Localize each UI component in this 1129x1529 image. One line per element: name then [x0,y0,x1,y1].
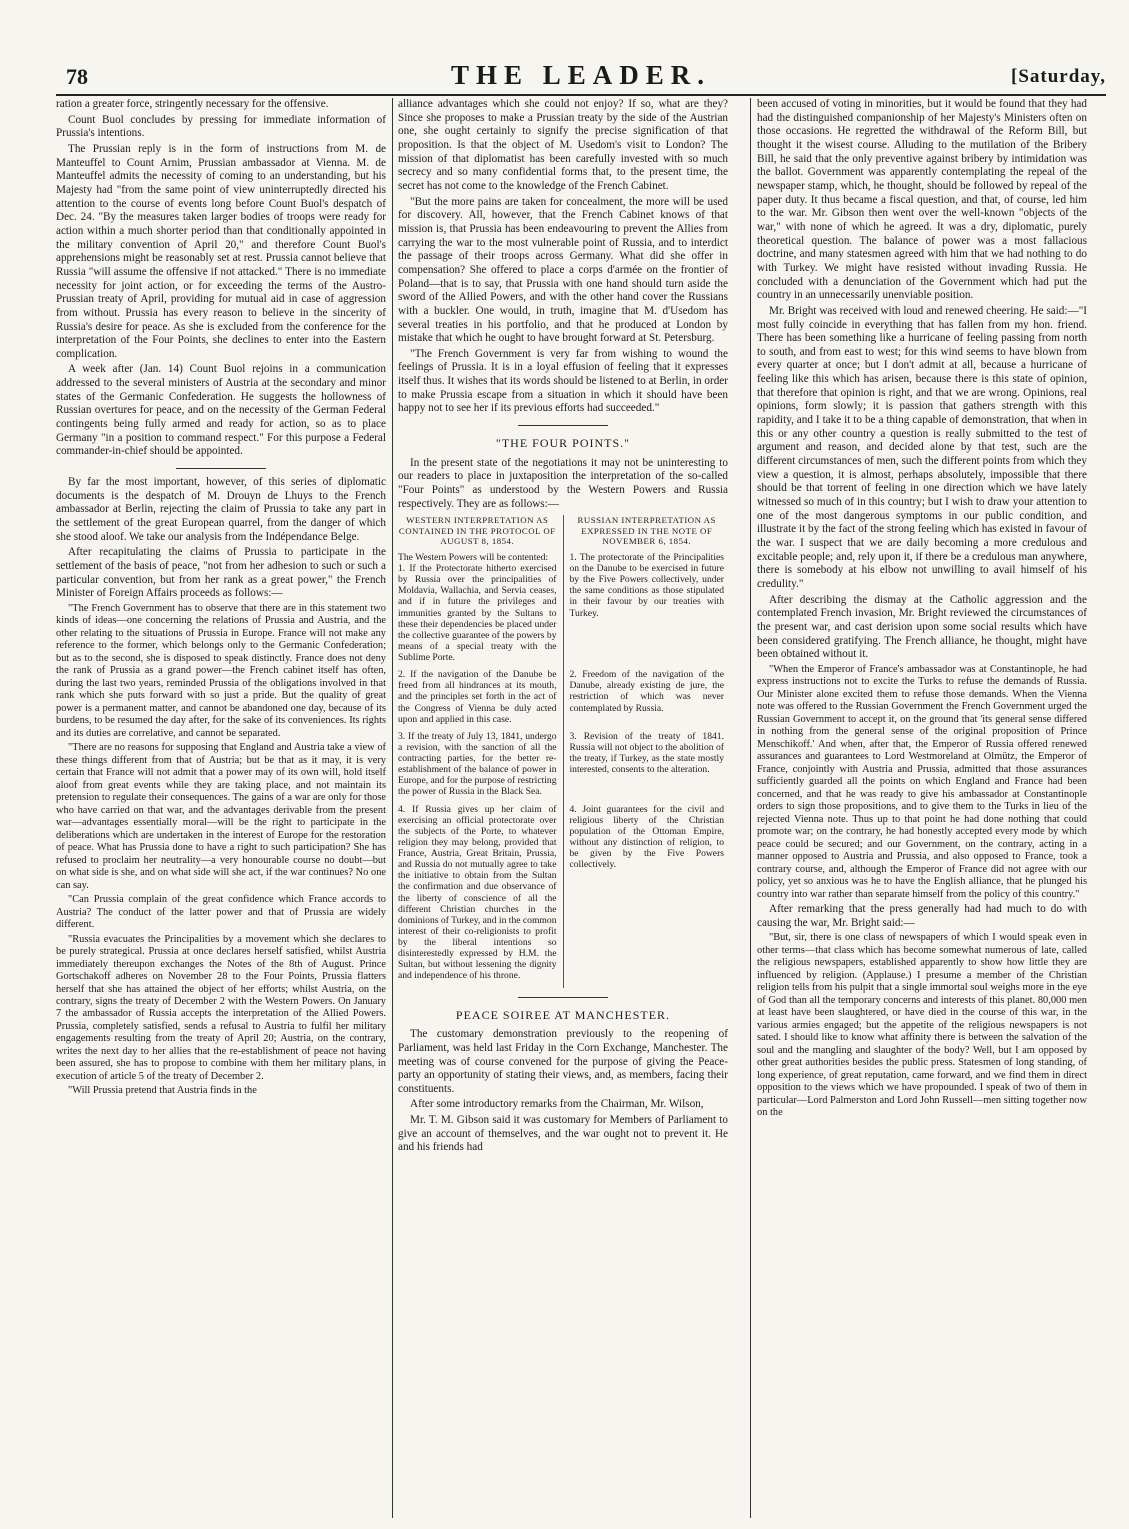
paragraph: After recapitulating the claims of Prussia to participate in the settlement of the basis of peace, "not from her adhesion to such or such a particular convention, but from her rank as a great power," the French Minister of Foreign Affairs proceeds as follows:— [56,546,386,600]
table-header-russian: RUSSIAN INTERPRETATION AS EXPRESSED IN THE NOTE OF NOVEMBER 6, 1854. [577,515,716,546]
table-cell [398,552,563,669]
column-rule [392,98,393,1518]
column-left [56,98,386,1518]
paragraph: By far the most important, however, of this series of diplomatic documents is the despatch of M. Drouyn de Lhuys to the French ambassador at Berlin, rejecting the claim of Prussia to take any part in the settlement of the great European quarrel, from the danger of which she stood aloof. We take our analysis from the Indépendance Belge. [56,476,386,543]
column-rule [750,98,751,1518]
section-divider [518,425,608,426]
section-title-peace-soiree: PEACE SOIREE AT MANCHESTER. [455,1007,671,1022]
russian-point-1: 1. The protectorate of the Principalities on the Danube to be exercised in future by the Five Powers collectively, under the same conditions as those stipulated in their favour by our treaties with Turkey. [569,551,724,619]
russian-point-4: 4. Joint guarantees for the civil and religious liberty of the Christian population of the Ottoman Empire, without any distinction of religion, to be given by the Five Powers collectively. [569,803,724,871]
paragraph: "The French Government is very far from wishing to wound the feelings of Prussia. It is in a loyal effusion of feeling that it expresses itself thus. It wishes that its words should be listened to at Berlin, in order to make Prussia escape from a situation in which it should have been happy not to see her if its previous efforts had succeeded." [398,347,728,415]
quoted-paragraph: "Russia evacuates the Principalities by a movement which she declares to be purely strategical. Prussia at once declares herself satisfied, whilst Austria immediately thereupon exchanges the Notes of the 8th of August. Prince Gortschakoff adheres on November 28 to the Four Points, Prussia flatters herself that she has attained the object of her efforts; whilst Austria, on the contrary, signs the treaty of December 2 with the Western Powers. On January 7 the ambassador of Russia accepts the interpretation of the Allied Powers. Prussia, completely satisfied, sends a refusal to Austria to fulfil her military engagements resulting from the treaty of April 20; Austria, on the contrary, writes the next day to her allies that the re-establishment of peace not having been assured, she has to propose to combine with them her military plans, in execution of article 5 of the treaty of December 2. [56,933,386,1082]
table-header-row [398,515,728,552]
paragraph: The customary demonstration previously to the reopening of Parliament, was held last Friday in the Corn Exchange, Manchester. The meeting was of course convened for the purpose of giving the Peace-party an opportunity of stating their views, and, as members, facing their constituents. [398,1028,728,1095]
western-point-3: 3. If the treaty of July 13, 1841, undergo a revision, with the sanction of all the contracting parties, for the better re-establishment of the balance of power in Europe, and for the purpose of restricting the power of Russia in the Black Sea. [398,731,563,804]
quoted-paragraph: "Will Prussia pretend that Austria finds in the [68,1085,257,1097]
western-point-1: 1. If the Protectorate hitherto exercised by Russia over the principalities of Moldavia, Wallachia, and Servia ceases, and if in future the privileges and immunities granted by the Sultans to these their dependencies be placed under the collective guarantee of the powers by means of a special treaty with the Sublime Porte. [398,563,557,664]
quoted-paragraph: "There are no reasons for supposing that England and Austria take a view of these things different from that of Austria; but be that as it may, it is very certain that France will not admit that a power may of its own will, hold itself aloof from great events while they are taking place, and not maintain its pretension to regulate their consequences. The gains of a war are only for those who have carried on that war, and the advantages derivable from the present war—advantages essentially moral—will be the right to participate in the deliberations which are undertaken in the interest of Europe for the restoration of peace. What has Prussia done to have a right to such participation? She has refused to proclaim her neutrality—a very honourable course no doubt—but on what side is she, and on what side will she act, if the war continues? No one can say. [56,742,386,891]
section-divider [518,997,608,998]
table-row [398,804,728,988]
masthead: THE LEADER. [450,60,712,90]
four-points-table [398,515,728,987]
paragraph: "But the more pains are taken for concealment, the more will be used for discovery. All, however, that the French Cabinet knows of that mission is, that Prussia has been endeavouring to prevent the Allies from carrying the war to the most vulnerable point of Russia, and to interdict the passage of their troops across Germany. What did she offer in compensation? She offered to place a corps d'armée on the frontier of Poland—that is to say, that Prussia with one hand should turn aside the sword of the Allied Powers, and with the other hand cover the Russians with a buckler. One would, in truth, imagine that M. d'Usedom has several treaties in his portfolio, and that he produced at London by mistake that which he ought to have brought forward at St. Petersburg. [398,195,728,345]
western-point-2: 2. If the navigation of the Danube be freed from all hindrances at its mouth, and the principles set forth in the act of the Congress of Vienna be duly acted upon and applied in this case. [398,669,563,731]
table-row [398,669,728,731]
western-intro: The Western Powers will be contented: [398,551,549,563]
quoted-paragraph: "The French Government has to observe that there are in this statement two kinds of ideas—one concerning the relations of Prussia and Austria, and the other relating to the situations of Prussia in Europe. France will not make any reference to the former, which belongs only to the Germanic Confederation; but as to the second, she is disposed to speak distinctly. France does not deny the rank of Prussia as a grand power—the French cabinet itself has often, during the last two years, reminded Prussia of the obligations involved in that rank which she puts forward with so just a pride. But the quality of great power is a permanent matter, and cannot be abandoned one day, because of its burdens, to be resumed the day after, for the sake of its conveniences. Its rights and its duties are correlative, and cannot be separated. [56,602,386,739]
paragraph: Count Buol concludes by pressing for immediate information of Prussia's intentions. [56,113,386,140]
column-middle [398,98,728,1518]
paragraph: ration a greater force, stringently necessary for the offensive. [56,98,329,110]
paragraph: Mr. T. M. Gibson said it was customary for Members of Parliament to give an account of themselves, and the war ought not to prevent it. He and his friends had [398,1114,728,1154]
paragraph: alliance advantages which she could not enjoy? If so, what are they? Since she proposes to make a Prussian treaty by the side of the Austrian one, she ought certainly to signify the precise signification of that proposition. Is that the object of M. Usedom's visit to London? The mission of that diplomatist has been carefully invested with so much secrecy and so many confidential forms that, to the present time, the secret has not come to the knowledge of the French Cabinet. [398,98,728,192]
quoted-paragraph: "But, sir, there is one class of newspapers of which I would speak even in other terms—that class which has become somewhat numerous of late, called the religious newspapers, established apparently to show how little they are influenced by religion. (Applause.) I presume a member of the Christian religion tells from his pulpit that a single immortal soul weighs more in the eye of God than all the temporary concerns and interests of this planet. 80,000 men at least have been slaughtered, or have died in the course of this war, in the various armies engaged; but the appetite of the religious newspapers is not sated. I should like to know what affinity there is between the salvation of the soul and the mangling and slaughter of the body? Well, but I am opposed by other great authorities besides the public press. Statesmen of long standing, of long experience, of great reputation, came forward, and we find them in direct opposition to the views which we have propounded. I speak of two of them in particular—Lord Palmerston and Lord John Russell—men sitting together now on the [757,932,1087,1119]
table-row [398,552,728,669]
paragraph: been accused of voting in minorities, but it would be found that they had had the distinguished companionship of her Majesty's Ministers often on those occasions. He regretted the withdrawal of the Reform Bill, but thought it the wisest course. Alluding to the mutilation of the Bribery Bill, he said that the only preventive against bribery by intimidation was the ballot. Government was apparently contemplating the repeal of the newspaper stamp, which, he thought, should be followed by repeal of the paper duty. It thus became a fiscal question, and that, of course, led him to the war. Mr. Gibson then went over the well-known "objects of the war," with none of which he agreed. It was a dry, diplomatic, purely theoretical question. The balance of power was a most fallacious doctrine, and many statesmen agreed with him that we had nothing to do with Turkey. We might have resisted without invading Russia. He concluded with a denunciation of the Government which had put the country in an unnecessarily unenviable position. [757,98,1087,302]
paragraph: After describing the dismay at the Catholic aggression and the contemplated French invasion, Mr. Bright reviewed the circumstances of the present war, and cast derision upon some social results which have been considered gratifying. The French alliance, he thought, might have been obtained without it. [757,593,1087,661]
paragraph: After some introductory remarks from the Chairman, Mr. Wilson, [410,1098,704,1111]
table-row [398,731,728,804]
paragraph: The Prussian reply is in the form of instructions from M. de Manteuffel to Count Arnim, Prussian ambassador at Vienna. M. de Manteuffel admits the necessity of coming to an understanding, but his Majesty had "from the same point of view uninterruptedly directed his attention to the course of events long before Count Buol's despatch of Dec. 24. "By the measures taken larger bodies of troops were ready for action within a much shorter period than that conditionally appointed in the military convention of April 20," and therefore Count Buol's apprehensions might be reasonably set at rest. Prussia cannot believe that Russia "will assume the offensive if not attacked." There is no immediate necessity for joint action, or for exceeding the terms of the Austro-Prussian treaty of April, providing for mutual aid in case of aggression from without. Prussia has every reason to believe in the sincerity of Russia's desire for peace. As she is excluded from the conference for the interpretation of the Four Points, she declines to enter into the Eastern complication. [56,142,386,360]
section-title-four-points: "THE FOUR POINTS." [495,436,631,451]
page-header [56,60,1106,96]
quoted-paragraph: "When the Emperor of France's ambassador was at Constantinople, he had express instructions not to excite the Turks to refuse the demands of Russia. Our Minister alone excited them to refuse those demands. When the Vienna note was offered to the Russian Government the French Government urged the Russian Government to accept it, on the ground that 'its general sense differed in nothing from the general sense of the original proposition of Prince Menschikoff.' And when, after that, the Emperor of Russia offered renewed assurances and guarantees to Lord Westmoreland at Olmütz, the Emperor of France, conjointly with Austria and Prussia, admitted that those assurances sufficiently guarded all the points on which England and France had been concerned, and that he was ready to give his ambassador at Constantinople orders to sign those propositions, and to give them to the Turks in lieu of the rejected Vienna note. Thus up to that point he had done nothing that could promote war; on the contrary, he had honestly accepted every mode by which peace could be secured; and our Government, on the contrary, acting in a manner opposed to Austria and Prussia, and also opposed to France, took a contrary course, and, although the Emperor of France did not agree with our policy, yet so anxious was he to have the English alliance, that he plunged his country into war rather than separate himself from the policy of this country." [757,663,1087,900]
paragraph: After remarking that the press generally had had much to do with causing the war, Mr. Bright said:— [757,903,1087,929]
page-number: 78 [66,64,88,89]
issue-day: [Saturday, [1011,66,1106,87]
paragraph: In the present state of the negotiations it may not be uninteresting to our readers to place in juxtaposition the interpretation of the so-called "Four Points" as understood by the Western Powers and Russia respectively. They are as follows:— [398,456,728,510]
western-point-4: 4. If Russia gives up her claim of exercising an official protectorate over the subjects of the Porte, to whatever religion they may belong, provided that France, Austria, Great Britain, Prussia, and Russia do not mutually agree to take the initiative to obtain from the Sultan the confirmation and due observance of the liberty of conscience of all the different Christian churches in the dominions of Turkey, and in the common interest of their co-religionists to profit by the liberal intentions so disinterestedly expressed by H.M. the Sultan, but without lessening the dignity and independence of his throne. [398,804,563,988]
paragraph: A week after (Jan. 14) Count Buol rejoins in a communication addressed to the several ministers of Austria at the secondary and minor states of the Germanic Confederation. He suggests the hollowness of Russian overtures for peace, and on the necessity of the German Federal contingents being fully armed and ready for action, so as to place Germany "in a position to command respect." For this purpose a Federal commander-in-chief should be appointed. [56,363,386,458]
column-right [757,98,1087,1518]
section-divider [176,468,266,469]
russian-point-3: 3. Revision of the treaty of 1841. Russia will not object to the abolition of the treaty, if Turkey, as the state mostly interested, consents to the alteration. [569,730,724,776]
table-header-western: WESTERN INTERPRETATION AS CONTAINED IN THE PROTOCOL OF AUGUST 8, 1854. [398,515,563,552]
russian-point-2: 2. Freedom of the navigation of the Danube, already existing de jure, the restriction of which was never contemplated by Russia. [569,669,724,714]
paragraph: Mr. Bright was received with loud and renewed cheering. He said:—"I most fully coincide in everything that has fallen from my hon. friend. There has been something like a hurricane of feeling passing from north to south, and from east to west; for this wind seems to have blown from every quarter at once; but I don't admit at all, because a hurricane of feeling like this which has arisen, because there is this state of opinion, that therefore that opinion is right, and that we are wrong. Opinions, real opinions, form slowly; it is passion that gathers strength with this rapidity, and I take it to be a thing capable of demonstration, that when in this or any other country a question is really submitted to the test of argument and reason, and decided alone by that test, such are the different circumstances of men, such the different points from which they view a question, it is almost, perhaps absolutely, impossible that there should be that torrent of feeling in one direction which we have lately witnessed so much of in this country; but I wish to draw your attention to one of the most dangerous symptoms in our public condition, and illustrate it by the fact of the strong feeling which has existed in favour of the war. I suspect that we are daily becoming a more credulous and excitable people; and, rely upon it, if there be a credulous man anywhere, there is somebody at his elbow not unwilling to avail himself of his credulity." [757,304,1087,590]
quoted-paragraph: "Can Prussia complain of the great confidence which France accords to Austria? The conduct of the latter power and that of Prussia are widely different. [56,894,386,931]
